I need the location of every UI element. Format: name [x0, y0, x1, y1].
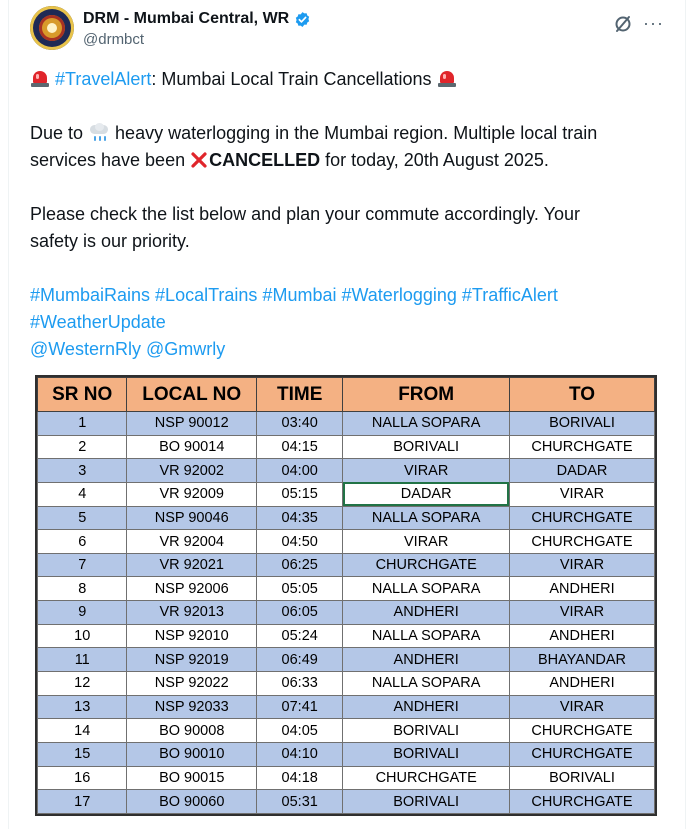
cell-to: VIRAR [509, 553, 654, 577]
cell-from: NALLA SOPARA [343, 506, 510, 530]
cell-local-no: NSP 92033 [127, 695, 257, 719]
cell-sr-no: 2 [38, 435, 127, 459]
cell-to: VIRAR [509, 482, 654, 506]
cell-to: BHAYANDAR [509, 648, 654, 672]
author-row [83, 9, 311, 29]
cell-to: BORIVALI [509, 412, 654, 436]
cell-from: CHURCHGATE [343, 553, 510, 577]
cell-time: 04:05 [257, 719, 343, 743]
cell-from: NALLA SOPARA [343, 577, 510, 601]
due-to-text: Due to [30, 123, 89, 143]
cell-local-no: NSP 92010 [127, 624, 257, 648]
cell-local-no: NSP 92006 [127, 577, 257, 601]
cell-to: ANDHERI [509, 577, 654, 601]
table-row [38, 530, 655, 554]
table-row [38, 482, 655, 506]
alert-line [30, 66, 670, 93]
cell-time: 05:31 [257, 790, 343, 814]
cell-local-no: BO 90014 [127, 435, 257, 459]
table-row [38, 459, 655, 483]
cell-local-no: BO 90060 [127, 790, 257, 814]
cell-time: 03:40 [257, 412, 343, 436]
avatar[interactable] [30, 6, 74, 50]
hashtags-line-2[interactable]: #WeatherUpdate [30, 312, 166, 332]
cancelled-line [30, 147, 670, 174]
cell-local-no: VR 92004 [127, 530, 257, 554]
cell-sr-no: 11 [38, 648, 127, 672]
cell-local-no: NSP 90012 [127, 412, 257, 436]
cell-sr-no: 12 [38, 672, 127, 696]
author-handle[interactable]: @drmbct [83, 31, 145, 48]
cell-from: BORIVALI [343, 719, 510, 743]
cell-sr-no: 3 [38, 459, 127, 483]
cell-to: ANDHERI [509, 672, 654, 696]
cross-mark-icon [190, 151, 208, 169]
check-line-2: safety is our priority. [30, 231, 190, 251]
table-row [38, 624, 655, 648]
cell-time: 04:15 [257, 435, 343, 459]
cell-sr-no: 13 [38, 695, 127, 719]
cell-from: VIRAR [343, 530, 510, 554]
cell-sr-no: 1 [38, 412, 127, 436]
date-text: for today, 20th August 2025. [320, 150, 549, 170]
cell-to: CHURCHGATE [509, 530, 654, 554]
cancellation-table [37, 377, 655, 814]
cell-local-no: VR 92002 [127, 459, 257, 483]
hashtag-travel-alert[interactable]: #TravelAlert [55, 69, 152, 89]
check-line-1: Please check the list below and plan your commute accordingly. Your [30, 204, 580, 224]
grok-icon[interactable] [613, 14, 633, 34]
table-row [38, 435, 655, 459]
table-row [38, 601, 655, 625]
cell-local-no: BO 90008 [127, 719, 257, 743]
cell-local-no: NSP 92019 [127, 648, 257, 672]
cell-sr-no: 16 [38, 766, 127, 790]
cell-sr-no: 5 [38, 506, 127, 530]
services-text: services have been [30, 150, 191, 170]
table-row [38, 719, 655, 743]
cell-to: ANDHERI [509, 624, 654, 648]
cell-time: 04:35 [257, 506, 343, 530]
cell-from: BORIVALI [343, 435, 510, 459]
cell-from: NALLA SOPARA [343, 672, 510, 696]
cell-to: CHURCHGATE [509, 742, 654, 766]
cell-to: BORIVALI [509, 766, 654, 790]
header-time: TIME [257, 378, 343, 412]
cell-time: 05:24 [257, 624, 343, 648]
cloud-rain-icon [88, 123, 110, 143]
cell-from: ANDHERI [343, 601, 510, 625]
cell-from: NALLA SOPARA [343, 624, 510, 648]
cell-sr-no: 6 [38, 530, 127, 554]
cell-time: 06:49 [257, 648, 343, 672]
cell-time: 06:33 [257, 672, 343, 696]
waterlogging-text: heavy waterlogging in the Mumbai region. Multiple local train [110, 123, 598, 143]
verified-badge-icon [294, 11, 311, 28]
post-text [30, 66, 670, 363]
mentions-line[interactable]: @WesternRly @Gmwrly [30, 339, 226, 359]
cell-local-no: VR 92021 [127, 553, 257, 577]
cell-time: 04:18 [257, 766, 343, 790]
cell-to: CHURCHGATE [509, 790, 654, 814]
table-header-row [38, 378, 655, 412]
header-sr-no: SR NO [38, 378, 127, 412]
cell-sr-no: 4 [38, 482, 127, 506]
cell-to: VIRAR [509, 695, 654, 719]
hashtags-line-1[interactable]: #MumbaiRains #LocalTrains #Mumbai #Waterlogging #TrafficAlert [30, 285, 558, 305]
cell-time: 04:00 [257, 459, 343, 483]
cell-sr-no: 14 [38, 719, 127, 743]
cell-time: 04:50 [257, 530, 343, 554]
cell-time: 07:41 [257, 695, 343, 719]
table-row [38, 553, 655, 577]
cell-time: 04:10 [257, 742, 343, 766]
cell-from: CHURCHGATE [343, 766, 510, 790]
cell-sr-no: 10 [38, 624, 127, 648]
table-row [38, 412, 655, 436]
cell-from: BORIVALI [343, 790, 510, 814]
cell-to: CHURCHGATE [509, 719, 654, 743]
cell-from: DADAR [343, 482, 510, 506]
cell-local-no: NSP 90046 [127, 506, 257, 530]
rotating-light-icon [437, 68, 457, 88]
table-row [38, 506, 655, 530]
waterlogging-line [30, 120, 670, 147]
cell-from: ANDHERI [343, 648, 510, 672]
cell-to: CHURCHGATE [509, 506, 654, 530]
cell-local-no: NSP 92022 [127, 672, 257, 696]
cell-sr-no: 17 [38, 790, 127, 814]
table-row [38, 577, 655, 601]
cell-time: 05:05 [257, 577, 343, 601]
cell-local-no: VR 92013 [127, 601, 257, 625]
table-row [38, 695, 655, 719]
cell-to: VIRAR [509, 601, 654, 625]
table-row [38, 648, 655, 672]
cancelled-text: CANCELLED [209, 150, 321, 170]
display-name[interactable]: DRM - Mumbai Central, WR [83, 10, 290, 27]
alert-text: : Mumbai Local Train Cancellations [151, 69, 437, 89]
rotating-light-icon [30, 68, 50, 88]
cell-sr-no: 15 [38, 742, 127, 766]
cell-time: 05:15 [257, 482, 343, 506]
cell-from: VIRAR [343, 459, 510, 483]
table-row [38, 672, 655, 696]
table-row [38, 742, 655, 766]
cell-from: BORIVALI [343, 742, 510, 766]
header-from: FROM [343, 378, 510, 412]
cell-local-no: BO 90010 [127, 742, 257, 766]
cell-to: CHURCHGATE [509, 435, 654, 459]
cell-to: DADAR [509, 459, 654, 483]
header-local-no: LOCAL NO [127, 378, 257, 412]
table-row [38, 766, 655, 790]
post-header [30, 6, 670, 52]
cell-time: 06:05 [257, 601, 343, 625]
cell-sr-no: 7 [38, 553, 127, 577]
cell-sr-no: 9 [38, 601, 127, 625]
cancellation-table-image[interactable] [35, 375, 657, 816]
header-to: TO [509, 378, 654, 412]
cell-local-no: VR 92009 [127, 482, 257, 506]
more-icon[interactable]: ··· [643, 13, 664, 33]
cell-sr-no: 8 [38, 577, 127, 601]
table-row [38, 790, 655, 814]
cell-from: NALLA SOPARA [343, 412, 510, 436]
cell-time: 06:25 [257, 553, 343, 577]
cell-from: ANDHERI [343, 695, 510, 719]
cell-local-no: BO 90015 [127, 766, 257, 790]
